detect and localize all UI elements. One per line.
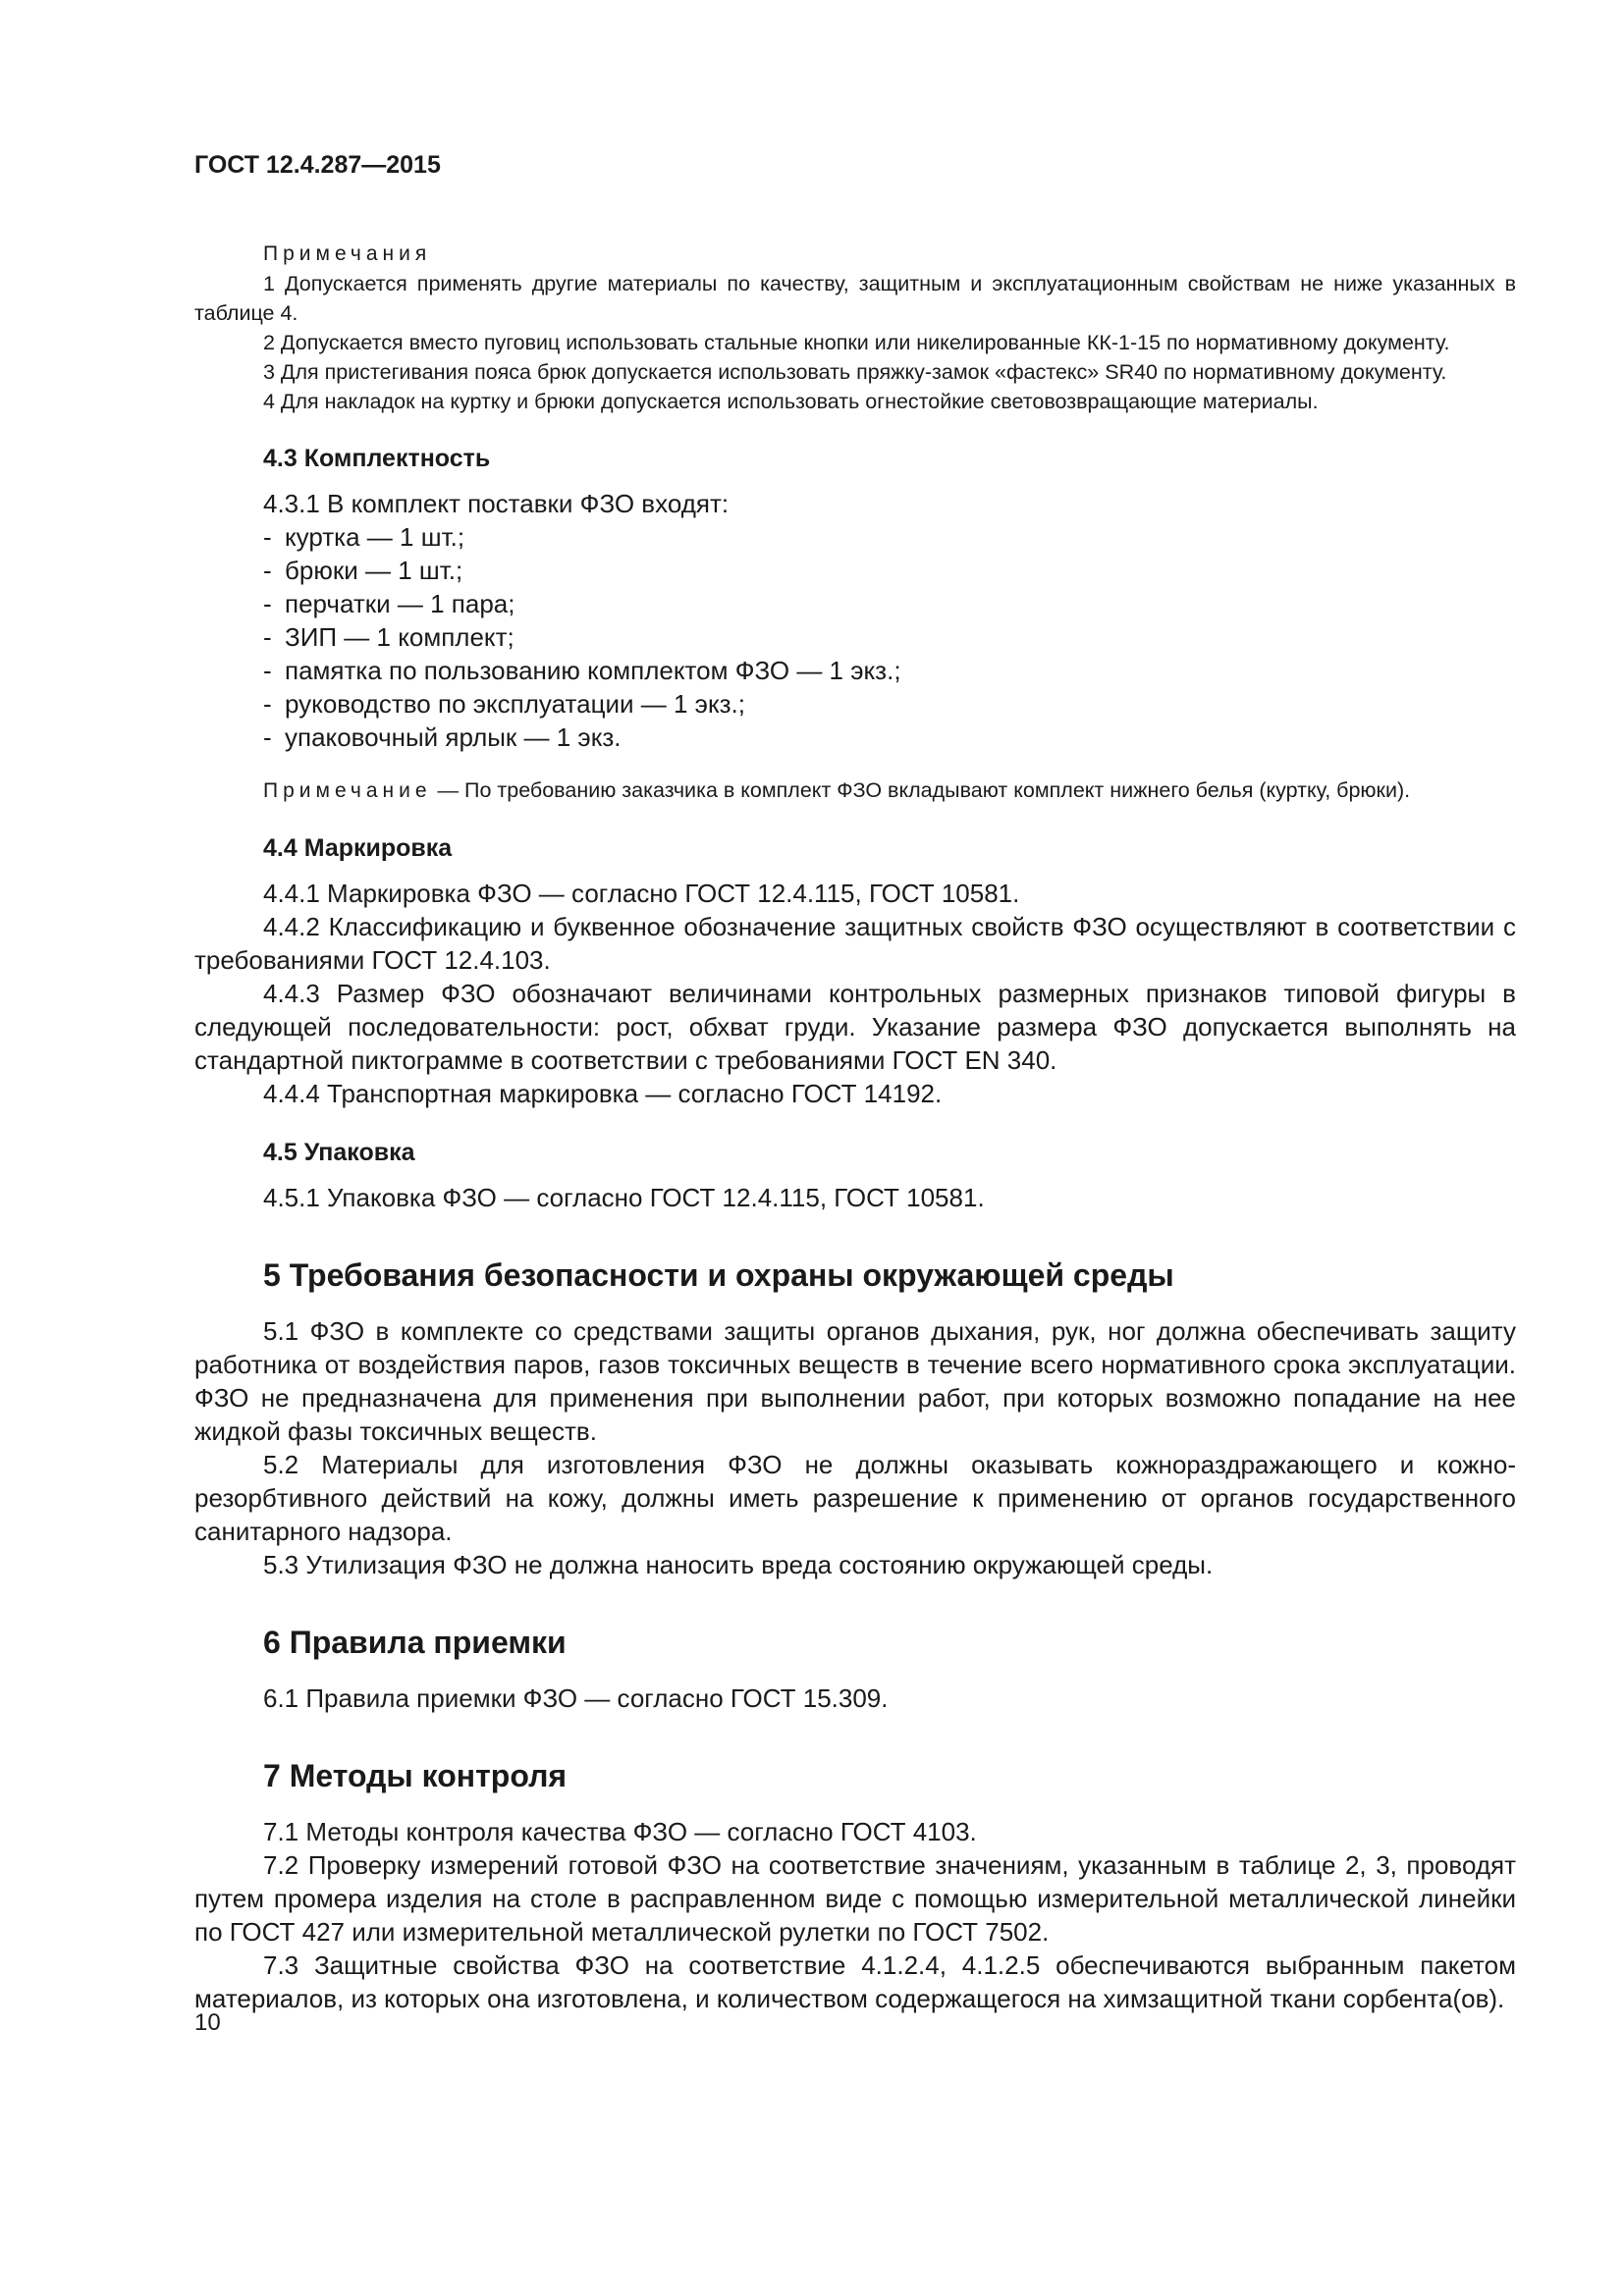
section-title-4-3: 4.3 Комплектность xyxy=(263,445,491,472)
section-title-6: 6 Правила приемки xyxy=(263,1625,567,1660)
paragraph: 7.2 Проверку измерений готовой ФЗО на соответствие значениям, указанным в таблице 2, 3, проводят путем промера изделия на столе в расправленном виде с помощью измерительной металлической линейки по ГОСТ 427 или измерительной металлической рулетки по ГОСТ 7502. xyxy=(194,1850,1516,1947)
paragraph: 4.4.2 Классификацию и буквенное обозначение защитных свойств ФЗО осуществляют в соответствии с требованиями ГОСТ 12.4.103. xyxy=(194,912,1516,975)
paragraph: 7.1 Методы контроля качества ФЗО — согласно ГОСТ 4103. xyxy=(263,1817,977,1846)
note-item: 3 Для пристегивания пояса брюк допускается использовать пряжку-замок «фастекс» SR40 по нормативному документу. xyxy=(263,360,1447,384)
list-item: - брюки — 1 шт.; xyxy=(263,556,463,585)
list-item: - ЗИП — 1 комплект; xyxy=(263,622,514,652)
paragraph: 5.2 Материалы для изготовления ФЗО не должны оказывать кожнораздражающего и кожно-резорбтивного действий на кожу, должны иметь разрешение к применению от органов государственного санитарного надзора. xyxy=(194,1450,1516,1546)
page-number: 10 xyxy=(194,2009,221,2036)
paragraph: 7.3 Защитные свойства ФЗО на соответствие 4.1.2.4, 4.1.2.5 обеспечиваются выбранным пакетом материалов, из которых она изготовлена, и количеством содержащегося на химзащитной ткани сорбента(ов). xyxy=(194,1950,1516,2013)
list-item: - памятка по пользованию комплектом ФЗО — 1 экз.; xyxy=(263,656,901,685)
list-item: - перчатки — 1 пара; xyxy=(263,589,515,618)
section-note: Примечание — По требованию заказчика в комплект ФЗО вкладывают комплект нижнего белья (куртку, брюки). xyxy=(263,778,1411,802)
section-title-7: 7 Методы контроля xyxy=(263,1758,568,1793)
notes-heading: Примечания xyxy=(263,242,432,265)
note-item: 1 Допускается применять другие материалы по качеству, защитным и эксплуатационным свойствам не ниже указанных в таблице 4. xyxy=(194,272,1516,325)
section-title-4-5: 4.5 Упаковка xyxy=(263,1139,415,1166)
note-item: 4 Для накладок на куртку и брюки допускается использовать огнестойкие световозвращающие материалы. xyxy=(263,390,1319,413)
note-item: 2 Допускается вместо пуговиц использовать стальные кнопки или никелированные КК-1-15 по нормативному документу. xyxy=(263,331,1450,354)
list-item: - упаковочный ярлык — 1 экз. xyxy=(263,722,622,752)
document-page xyxy=(194,147,1516,2015)
paragraph: 4.3.1 В комплект поставки ФЗО входят: xyxy=(263,489,730,518)
section-title-5: 5 Требования безопасности и охраны окружающей среды xyxy=(263,1257,1174,1293)
document-code: ГОСТ 12.4.287—2015 xyxy=(194,151,441,179)
section-title-4-4: 4.4 Маркировка xyxy=(263,834,453,862)
delivery-set-list xyxy=(194,520,1516,754)
paragraph: 5.1 ФЗО в комплекте со средствами защиты органов дыхания, рук, ног должна обеспечивать защиту работника от воздействия паров, газов токсичных веществ в течение всего нормативного срока эксплуатации. ФЗО не предназначена для применения при выполнении работ, при которых возможно попадание на нее жидкой фазы токсичных веществ. xyxy=(194,1316,1516,1446)
paragraph: 4.5.1 Упаковка ФЗО — согласно ГОСТ 12.4.115, ГОСТ 10581. xyxy=(263,1183,985,1212)
paragraph: 5.3 Утилизация ФЗО не должна наносить вреда состоянию окружающей среды. xyxy=(263,1550,1214,1579)
list-item: - куртка — 1 шт.; xyxy=(263,522,465,552)
paragraph: 4.4.1 Маркировка ФЗО — согласно ГОСТ 12.4.115, ГОСТ 10581. xyxy=(263,879,1020,908)
paragraph: 4.4.4 Транспортная маркировка — согласно ГОСТ 14192. xyxy=(263,1079,943,1108)
paragraph: 6.1 Правила приемки ФЗО — согласно ГОСТ 15.309. xyxy=(263,1683,889,1713)
paragraph: 4.4.3 Размер ФЗО обозначают величинами контрольных размерных признаков типовой фигуры в следующей последовательности: рост, обхват груди. Указание размера ФЗО допускается выполнять на стандартной пиктограмме в соответствии с требованиями ГОСТ EN 340. xyxy=(194,979,1516,1075)
list-item: - руководство по эксплуатации — 1 экз.; xyxy=(263,689,745,719)
